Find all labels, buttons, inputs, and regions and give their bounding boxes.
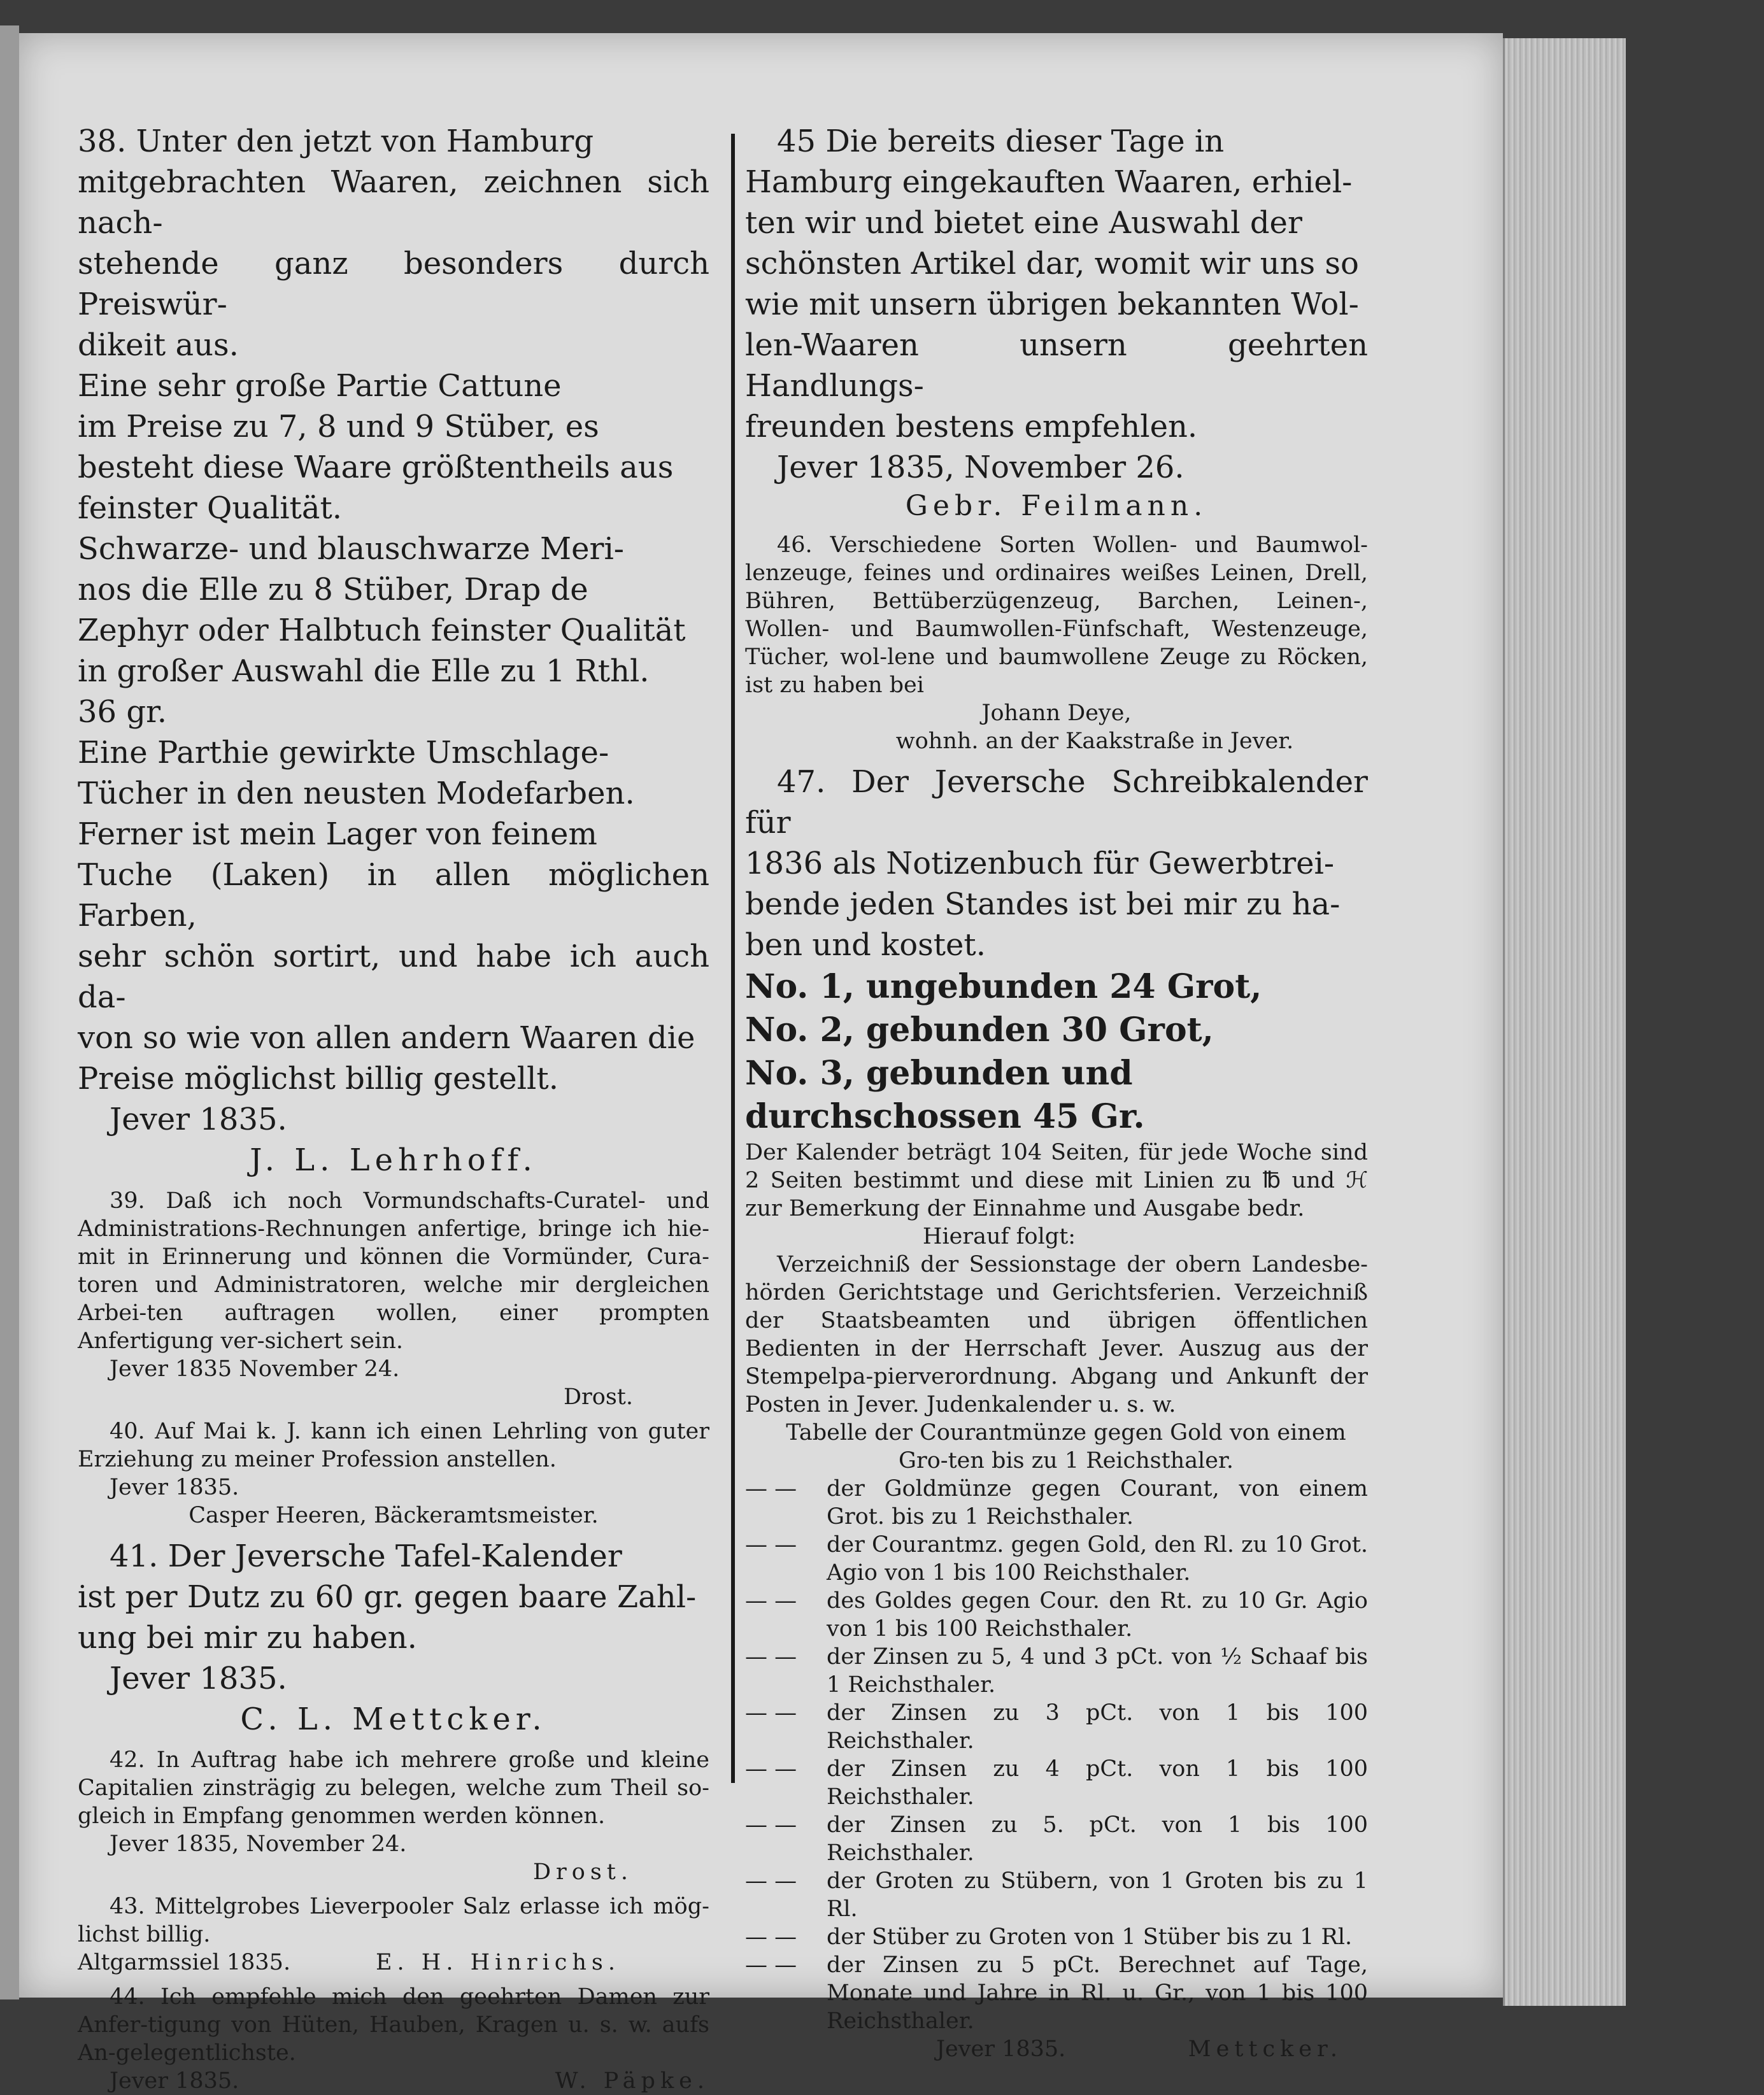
notice-44-place: Jever 1835. <box>110 2068 239 2094</box>
table-list-item-text: der Groten zu Stübern, von 1 Groten bis zu 1 Rl. <box>827 1868 1368 1922</box>
notice-43-footer <box>78 1949 709 1977</box>
notice-47 <box>745 762 1368 2063</box>
table-list-item <box>745 1923 1368 1951</box>
notice-46-text: 46. Verschiedene Sorten Wollen- und Baumwol-lenzeuge, feines und ordinaires weißes Leinen, Drell, Bühren, Bettüberzügenzeug, Barchen, Leinen-, Wollen- und Baumwollen-Fünfschaft, Westenzeuge, Tücher, wol-lene und baumwollene Zeuge zu Röcken, ist zu haben bei <box>745 532 1368 698</box>
notice-47-line: 1836 als Notizenbuch für Gewerbtrei- <box>745 846 1335 881</box>
notice-45-place: Jever 1835, November 26. <box>777 450 1184 485</box>
notice-38-line: Ferner ist mein Lager von feinem <box>78 816 597 852</box>
dash-mark: — — <box>745 1644 797 1670</box>
notice-45-line: Hamburg eingekauften Waaren, erhiel- <box>745 164 1353 200</box>
notice-47-footer <box>745 2035 1368 2063</box>
notice-38-line: von so wie von allen andern Waaren die <box>78 1020 695 1056</box>
notice-38-line: in großer Auswahl die Elle zu 1 Rthl. <box>78 653 650 689</box>
notice-46-name: Johann Deye, <box>981 700 1132 726</box>
table-list-item <box>745 1587 1368 1643</box>
notice-38-line: im Preise zu 7, 8 und 9 Stüber, es <box>78 409 599 444</box>
notice-39 <box>78 1187 709 1411</box>
notice-38-line: dikeit aus. <box>78 327 239 363</box>
notice-45-line: ten wir und bietet eine Auswahl der <box>745 205 1302 241</box>
notice-47-line: bende jeden Standes ist bei mir zu ha- <box>745 886 1341 922</box>
column-divider <box>731 134 735 1783</box>
notice-47-line: ben und kostet. <box>745 927 986 963</box>
table-list-item <box>745 1951 1368 2035</box>
notice-47-place: Jever 1835. <box>936 2036 1066 2062</box>
notice-46-address: wohnh. an der Kaakstraße in Jever. <box>895 728 1294 754</box>
notice-40-place: Jever 1835. <box>110 1475 239 1500</box>
notice-41 <box>78 1536 709 1740</box>
notice-44 <box>78 1983 709 2095</box>
notice-44-signature: W. Päpke. <box>555 2068 709 2094</box>
notice-40 <box>78 1417 709 1530</box>
notice-44-footer <box>78 2067 709 2095</box>
left-column <box>78 121 709 2095</box>
notice-38-line: 36 gr. <box>78 694 167 730</box>
notice-38 <box>78 121 709 1181</box>
previous-page-edge <box>0 25 19 1999</box>
page-stack-edge <box>1503 38 1626 2006</box>
right-column <box>745 121 1368 2063</box>
table-list-item <box>745 1531 1368 1587</box>
notice-46 <box>745 531 1368 755</box>
notice-47-description: Der Kalender beträgt 104 Seiten, für jede Woche sind 2 Seiten bestimmt und diese mit Linien zu ℔ und ℋ zur Bemerkung der Einnahme und Ausgabe bedr. <box>745 1140 1368 1221</box>
notice-47-contents: Verzeichniß der Sessionstage der obern Landesbe-hörden Gerichtstage und Gerichtsferien. Verzeichniß der Staatsbeamten und übrigen öffentlichen Bedienten in der Herrschaft Jever. Auszug aus der Stempelpa-pierverordnung. Abgang und Ankunft der Posten in Jever. Judenkalender u. s. w. <box>745 1252 1368 1417</box>
dash-mark: — — <box>745 1952 797 1978</box>
notice-42-text: 42. In Auftrag habe ich mehrere große und kleine Capitalien zinsträgig zu belegen, welche zum Theil so-gleich in Empfang genommen werden können. <box>78 1747 709 1829</box>
table-list <box>745 1475 1368 2035</box>
table-list-item-text: der Stüber zu Groten von 1 Stüber bis zu 1 Rl. <box>827 1924 1353 1950</box>
table-list-title: Tabelle der Courantmünze gegen Gold von einem Gro-ten bis zu 1 Reichsthaler. <box>786 1420 1346 1474</box>
notice-45-line: schönsten Artikel dar, womit wir uns so <box>745 246 1359 281</box>
notice-47-line: 47. Der Jeversche Schreibkalender für <box>745 764 1368 841</box>
notice-38-line: sehr schön sortirt, und habe ich auch da- <box>78 939 709 1015</box>
notice-39-place: Jever 1835 November 24. <box>110 1356 400 1382</box>
notice-38-line: Tuche (Laken) in allen möglichen Farben, <box>78 857 709 934</box>
table-list-item-text: der Zinsen zu 3 pCt. von 1 bis 100 Reichsthaler. <box>827 1700 1368 1754</box>
table-list-item-text: der Goldmünze gegen Courant, von einem Grot. bis zu 1 Reichsthaler. <box>827 1476 1368 1530</box>
notice-45-line: freunden bestens empfehlen. <box>745 409 1198 444</box>
notice-38-place: Jever 1835. <box>110 1102 287 1137</box>
dash-mark: — — <box>745 1700 797 1726</box>
table-list-item <box>745 1755 1368 1811</box>
table-list-item <box>745 1811 1368 1867</box>
price-line: No. 1, ungebunden 24 Grot, <box>745 967 1262 1006</box>
dash-mark: — — <box>745 1532 797 1558</box>
notice-41-place: Jever 1835. <box>110 1661 287 1696</box>
dash-mark: — — <box>745 1476 797 1502</box>
table-list-item-text: der Zinsen zu 4 pCt. von 1 bis 100 Reichsthaler. <box>827 1756 1368 1810</box>
notice-41-line: ung bei mir zu haben. <box>78 1620 417 1656</box>
notice-40-signature: Casper Heeren, Bäckeramtsmeister. <box>188 1503 599 1528</box>
notice-38-line: Tücher in den neusten Modefarben. <box>78 776 635 811</box>
notice-47-signature: Mettcker. <box>1188 2036 1342 2062</box>
notice-38-line: Zephyr oder Halbtuch feinster Qualität <box>78 613 686 648</box>
dash-mark: — — <box>745 1868 797 1894</box>
notice-42 <box>78 1746 709 1886</box>
notice-38-line: mitgebrachten Waaren, zeichnen sich nach- <box>78 164 709 241</box>
notice-38-line: stehende ganz besonders durch Preiswür- <box>78 246 709 322</box>
notice-38-line: 38. Unter den jetzt von Hamburg <box>78 124 594 159</box>
notice-38-line: Schwarze- und blauschwarze Meri- <box>78 531 625 567</box>
notice-39-signature: Drost. <box>563 1384 633 1410</box>
notice-38-line: Preise möglichst billig gestellt. <box>78 1061 558 1097</box>
dash-mark: — — <box>745 1588 797 1614</box>
notice-43-place: Altgarmssiel 1835. <box>78 1950 291 1975</box>
notice-45-line: wie mit unsern übrigen bekannten Wol- <box>745 287 1359 322</box>
table-list-item-text: der Zinsen zu 5 pCt. Berechnet auf Tage, Monate und Jahre in Rl. u. Gr., von 1 bis 100 Reichsthaler. <box>827 1952 1368 2034</box>
notice-43 <box>78 1893 709 1977</box>
table-list-item-text: des Goldes gegen Cour. den Rt. zu 10 Gr. Agio von 1 bis 100 Reichsthaler. <box>827 1588 1368 1642</box>
notice-41-line: 41. Der Jeversche Tafel-Kalender <box>110 1538 622 1574</box>
notice-39-text: 39. Daß ich noch Vormundschafts-Curatel- und Administrations-Rechnungen anfertige, bringe ich hie-mit in Erinnerung und können die Vormünder, Cura-toren und Administratoren, welche mir dergleichen Arbei-ten auftragen wollen, einer prompten Anfertigung ver-sichert sein. <box>78 1188 709 1354</box>
notice-40-text: 40. Auf Mai k. J. kann ich einen Lehrling von guter Erziehung zu meiner Profession anstellen. <box>78 1419 709 1472</box>
notice-45 <box>745 121 1368 525</box>
price-line: No. 3, gebunden und durchschossen 45 Gr. <box>745 1054 1145 1136</box>
notice-43-text: 43. Mittelgrobes Lieverpooler Salz erlasse ich mög-lichst billig. <box>78 1894 709 1947</box>
table-list-item-text: der Courantmz. gegen Gold, den Rl. zu 10 Grot. Agio von 1 bis 100 Reichsthaler. <box>827 1532 1368 1586</box>
table-list-item <box>745 1699 1368 1755</box>
notice-45-line: 45 Die bereits dieser Tage in <box>777 124 1225 159</box>
notice-45-line: len-Waaren unsern geehrten Handlungs- <box>745 327 1368 404</box>
notice-38-line: nos die Elle zu 8 Stüber, Drap de <box>78 572 588 607</box>
notice-43-signature: E. H. Hinrichs. <box>376 1950 620 1975</box>
notice-44-text: 44. Ich empfehle mich den geehrten Damen zur Anfer-tigung von Hüten, Hauben, Kragen u. s. w. aufs An-gelegentlichste. <box>78 1984 709 2066</box>
price-line: No. 2, gebunden 30 Grot, <box>745 1011 1214 1049</box>
table-list-item <box>745 1475 1368 1531</box>
notice-42-signature: Drost. <box>532 1859 633 1885</box>
notice-42-place: Jever 1835, November 24. <box>110 1831 407 1857</box>
notice-38-line: Eine Parthie gewirkte Umschlage- <box>78 735 609 771</box>
notice-38-line: besteht diese Waare größtentheils aus <box>78 450 674 485</box>
dash-mark: — — <box>745 1812 797 1838</box>
dash-mark: — — <box>745 1756 797 1782</box>
notice-41-signature: C. L. Mettcker. <box>240 1701 547 1737</box>
notice-47-follows: Hierauf folgt: <box>922 1224 1076 1249</box>
notice-38-signature: J. L. Lehrhoff. <box>250 1142 537 1178</box>
notice-38-line: Eine sehr große Partie Cattune <box>78 368 562 404</box>
notice-38-line: feinster Qualität. <box>78 490 343 526</box>
notice-41-line: ist per Dutz zu 60 gr. gegen baare Zahl- <box>78 1579 697 1615</box>
dash-mark: — — <box>745 1924 797 1950</box>
notice-45-signature: Gebr. Feilmann. <box>905 490 1208 522</box>
table-list-item <box>745 1867 1368 1923</box>
table-list-item-text: der Zinsen zu 5, 4 und 3 pCt. von ½ Schaaf bis 1 Reichsthaler. <box>827 1644 1368 1698</box>
table-list-item <box>745 1643 1368 1699</box>
table-list-item-text: der Zinsen zu 5. pCt. von 1 bis 100 Reichsthaler. <box>827 1812 1368 1866</box>
